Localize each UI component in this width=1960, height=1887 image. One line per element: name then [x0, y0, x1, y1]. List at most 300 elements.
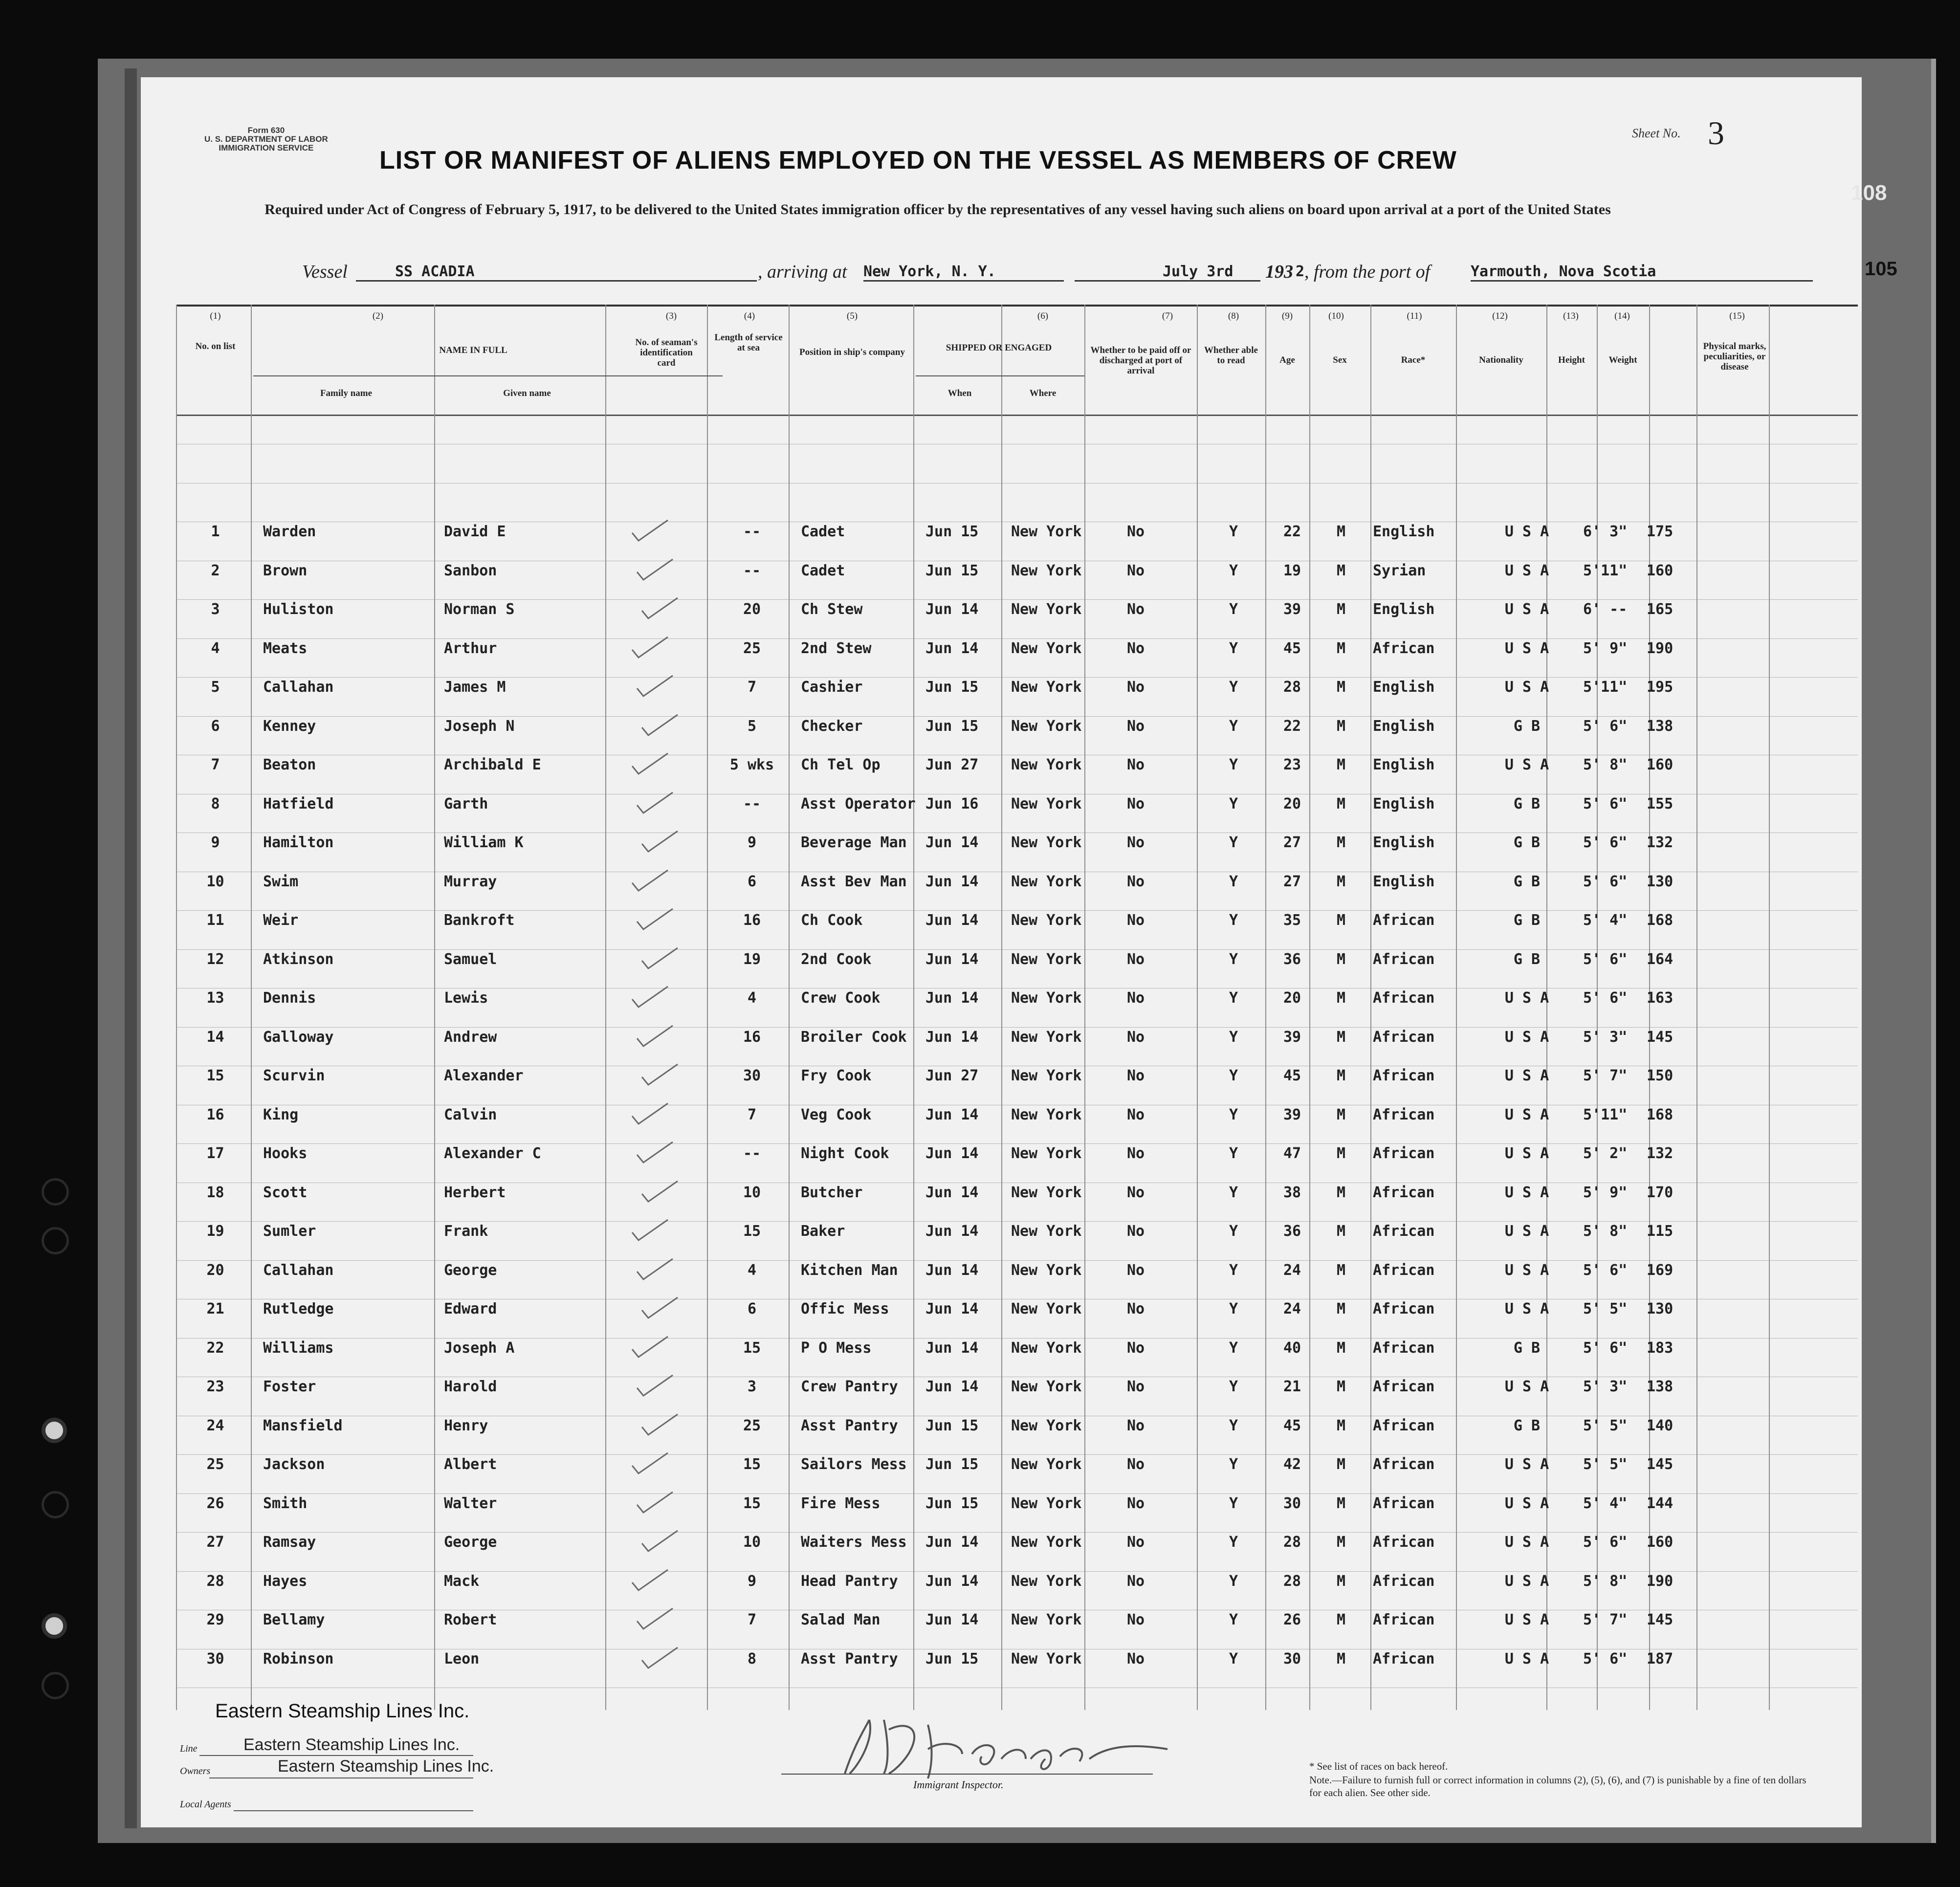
cell-no: 7: [211, 756, 220, 773]
cell-position: 2nd Cook: [801, 950, 872, 968]
cell-when: Jun 15: [925, 1650, 979, 1668]
cell-nat: U S A: [1504, 1572, 1549, 1590]
cell-read: Y: [1229, 1067, 1238, 1084]
cell-height: 5' 6": [1583, 950, 1628, 968]
cell-race: English: [1373, 523, 1435, 540]
cell-race: African: [1373, 989, 1435, 1007]
cell-sex: M: [1336, 562, 1346, 579]
local-agents-label: Local Agents: [180, 1799, 231, 1810]
arriving-label: , arriving at: [758, 262, 847, 282]
cell-nat: U S A: [1504, 562, 1549, 579]
ruled-line: [176, 1260, 1858, 1261]
column-number: (11): [1407, 311, 1422, 321]
cell-paid: No: [1126, 1456, 1145, 1473]
ruled-line: [176, 1532, 1858, 1533]
cell-given: Murray: [444, 873, 497, 890]
cell-nat: U S A: [1504, 679, 1549, 696]
cell-where: New York: [1011, 756, 1082, 773]
ruled-line: [176, 1221, 1858, 1222]
cell-family: Sumler: [263, 1223, 316, 1240]
column-number: (15): [1729, 311, 1745, 321]
cell-read: Y: [1229, 1456, 1238, 1473]
table-row: [141, 1262, 1803, 1291]
header-height: Height: [1558, 355, 1585, 365]
cell-height: 5' 2": [1583, 1145, 1628, 1162]
cell-position: Asst Operator: [801, 795, 916, 812]
cell-weight: 145: [1647, 1611, 1674, 1628]
cell-age: 42: [1283, 1456, 1301, 1473]
line-rule: [199, 1755, 473, 1756]
cell-nat: U S A: [1504, 1184, 1549, 1201]
cell-sex: M: [1336, 1456, 1346, 1473]
cell-family: Dennis: [263, 989, 316, 1007]
ruled-line: [176, 949, 1858, 950]
header-name-in-full: NAME IN FULL: [439, 345, 507, 355]
check-mark-icon: [639, 1295, 679, 1320]
cell-race: African: [1373, 1145, 1435, 1162]
cell-nat: G B: [1513, 717, 1541, 735]
check-mark-icon: [630, 1451, 669, 1475]
cell-sex: M: [1336, 1378, 1346, 1395]
check-mark-icon: [630, 868, 669, 893]
cell-read: Y: [1229, 1572, 1238, 1590]
cell-paid: No: [1126, 1028, 1145, 1046]
check-mark-icon: [635, 1140, 674, 1164]
vessel-label: Vessel: [302, 262, 348, 282]
cell-read: Y: [1229, 989, 1238, 1007]
cell-height: 5' 5": [1583, 1300, 1628, 1317]
cell-paid: No: [1126, 1572, 1145, 1590]
cell-height: 5' 5": [1583, 1456, 1628, 1473]
penalty-note: Note.—Failure to furnish full or correct information in columns (2), (5), (6), and (7) is punishable by a fine of ten dollars for each alien. See other side.: [1309, 1774, 1806, 1799]
cell-age: 39: [1283, 601, 1301, 618]
cell-when: Jun 14: [925, 1261, 979, 1279]
owners-rule: [209, 1777, 473, 1778]
cell-when: Jun 27: [925, 756, 979, 773]
column-number: (13): [1563, 311, 1579, 321]
cell-sex: M: [1336, 756, 1346, 773]
table-row: [141, 951, 1803, 980]
department-name: U. S. DEPARTMENT OF LABOR: [204, 134, 328, 144]
cell-sex: M: [1336, 1534, 1346, 1551]
ruled-line: [176, 1143, 1858, 1144]
cell-age: 30: [1283, 1650, 1301, 1668]
cell-age: 26: [1283, 1611, 1301, 1628]
cell-family: Warden: [263, 523, 316, 540]
check-mark-icon: [630, 985, 669, 1009]
table-row: [141, 1534, 1803, 1563]
cell-no: 3: [211, 601, 220, 618]
check-mark-icon: [630, 1218, 669, 1242]
cell-weight: 190: [1647, 639, 1674, 657]
table-row: [141, 1650, 1803, 1680]
header-nationality: Nationality: [1479, 355, 1523, 365]
cell-sex: M: [1336, 1494, 1346, 1512]
cell-position: Asst Pantry: [801, 1417, 898, 1434]
cell-sex: M: [1336, 639, 1346, 657]
check-mark-icon: [635, 1257, 674, 1281]
arrival-year-prefix: 193: [1265, 262, 1293, 282]
name-underline: [253, 375, 723, 376]
cell-weight: 132: [1647, 834, 1674, 851]
table-row: [141, 1378, 1803, 1407]
cell-age: 21: [1283, 1378, 1301, 1395]
cell-nat: G B: [1513, 873, 1541, 890]
cell-weight: 160: [1647, 756, 1674, 773]
cell-weight: 150: [1647, 1067, 1674, 1084]
cell-weight: 170: [1647, 1184, 1674, 1201]
manifest-title: LIST OR MANIFEST OF ALIENS EMPLOYED ON THE VESSEL AS MEMBERS OF CREW: [379, 146, 1457, 175]
header-no-on-list: No. on list: [195, 341, 236, 351]
header-sex: Sex: [1333, 355, 1347, 365]
cell-where: New York: [1011, 1261, 1082, 1279]
check-mark-icon: [639, 1529, 679, 1553]
cell-race: English: [1373, 795, 1435, 812]
cell-given: Samuel: [444, 950, 497, 968]
cell-paid: No: [1126, 1339, 1145, 1357]
cell-where: New York: [1011, 795, 1082, 812]
column-number: (7): [1162, 311, 1173, 321]
cell-given: Garth: [444, 795, 488, 812]
cell-where: New York: [1011, 1339, 1082, 1357]
cell-service: --: [743, 523, 761, 540]
cell-service: 5: [747, 717, 757, 735]
cell-position: Crew Cook: [801, 989, 881, 1007]
check-mark-icon: [630, 518, 669, 543]
cell-paid: No: [1126, 601, 1145, 618]
cell-family: Foster: [263, 1378, 316, 1395]
cell-height: 5' 6": [1583, 1339, 1628, 1357]
header-where: Where: [1029, 388, 1057, 398]
cell-where: New York: [1011, 523, 1082, 540]
cell-given: George: [444, 1261, 497, 1279]
owners-value: Eastern Steamship Lines Inc.: [278, 1757, 494, 1776]
cell-sex: M: [1336, 1650, 1346, 1668]
cell-family: King: [263, 1106, 299, 1123]
cell-weight: 160: [1647, 1534, 1674, 1551]
cell-race: English: [1373, 834, 1435, 851]
cell-weight: 130: [1647, 1300, 1674, 1317]
binder-hole: [42, 1491, 69, 1518]
cell-paid: No: [1126, 639, 1145, 657]
check-mark-icon: [639, 1412, 679, 1437]
cell-nat: G B: [1513, 1339, 1541, 1357]
cell-when: Jun 15: [925, 562, 979, 579]
cell-service: 10: [743, 1534, 761, 1551]
cell-sex: M: [1336, 1611, 1346, 1628]
table-row: [141, 1145, 1803, 1174]
table-row: [141, 873, 1803, 902]
cell-no: 2: [211, 562, 220, 579]
table-row: [141, 1611, 1803, 1641]
cell-when: Jun 14: [925, 1223, 979, 1240]
cell-height: 5' 7": [1583, 1067, 1628, 1084]
cell-family: Meats: [263, 639, 308, 657]
header-position: Position in ship's company: [799, 347, 905, 357]
cell-read: Y: [1229, 1184, 1238, 1201]
cell-where: New York: [1011, 1184, 1082, 1201]
cell-sex: M: [1336, 1572, 1346, 1590]
check-mark-icon: [630, 1335, 669, 1359]
table-row: [141, 1456, 1803, 1485]
cell-sex: M: [1336, 950, 1346, 968]
cell-read: Y: [1229, 834, 1238, 851]
cell-service: 3: [747, 1378, 757, 1395]
cell-no: 13: [206, 989, 224, 1007]
page-mark-108: 108: [1851, 181, 1887, 205]
cell-given: Joseph N: [444, 717, 515, 735]
cell-height: 5' 6": [1583, 1534, 1628, 1551]
table-row: [141, 1573, 1803, 1602]
cell-race: Syrian: [1373, 562, 1426, 579]
check-mark-icon: [639, 713, 679, 737]
cell-position: Broiler Cook: [801, 1028, 907, 1046]
cell-read: Y: [1229, 1494, 1238, 1512]
cell-no: 28: [206, 1572, 224, 1590]
cell-when: Jun 14: [925, 1339, 979, 1357]
cell-where: New York: [1011, 1028, 1082, 1046]
line-label: Line: [180, 1743, 198, 1754]
cell-given: George: [444, 1534, 497, 1551]
table-row: [141, 1223, 1803, 1252]
header-length-of-service: Length of service at sea: [714, 332, 783, 353]
cell-no: 6: [211, 717, 220, 735]
cell-read: Y: [1229, 1028, 1238, 1046]
cell-service: 7: [747, 1106, 757, 1123]
cell-height: 5' 3": [1583, 1028, 1628, 1046]
cell-read: Y: [1229, 601, 1238, 618]
cell-service: --: [743, 795, 761, 812]
owners-label: Owners: [180, 1766, 211, 1777]
check-mark-icon: [639, 1179, 679, 1204]
header-given-name: Given name: [503, 388, 551, 398]
cell-paid: No: [1126, 795, 1145, 812]
column-number: (5): [846, 311, 858, 321]
cell-age: 22: [1283, 717, 1301, 735]
table-row: [141, 1029, 1803, 1058]
cell-service: 6: [747, 1300, 757, 1317]
cell-paid: No: [1126, 679, 1145, 696]
cell-read: Y: [1229, 1650, 1238, 1668]
cell-when: Jun 15: [925, 1456, 979, 1473]
cell-nat: U S A: [1504, 601, 1549, 618]
cell-when: Jun 14: [925, 912, 979, 929]
cell-race: English: [1373, 717, 1435, 735]
binder-hole: [42, 1418, 67, 1443]
cell-paid: No: [1126, 1417, 1145, 1434]
cell-read: Y: [1229, 1417, 1238, 1434]
cell-weight: 138: [1647, 717, 1674, 735]
cell-paid: No: [1126, 1145, 1145, 1162]
cell-age: 24: [1283, 1261, 1301, 1279]
cell-height: 6' 3": [1583, 523, 1628, 540]
cell-height: 5' 4": [1583, 1494, 1628, 1512]
cell-height: 5'11": [1583, 1106, 1628, 1123]
cell-position: Asst Pantry: [801, 1650, 898, 1668]
table-row: [141, 912, 1803, 941]
cell-nat: G B: [1513, 834, 1541, 851]
cell-position: 2nd Stew: [801, 639, 872, 657]
cell-weight: 195: [1647, 679, 1674, 696]
cell-when: Jun 14: [925, 1106, 979, 1123]
header-top-rule: [176, 305, 1858, 307]
cell-read: Y: [1229, 1534, 1238, 1551]
cell-age: 23: [1283, 756, 1301, 773]
column-number: (4): [744, 311, 755, 321]
cell-given: Andrew: [444, 1028, 497, 1046]
cell-read: Y: [1229, 1145, 1238, 1162]
cell-given: Harold: [444, 1378, 497, 1395]
cell-where: New York: [1011, 679, 1082, 696]
cell-race: African: [1373, 1028, 1435, 1046]
cell-sex: M: [1336, 1417, 1346, 1434]
binder-stripe: [125, 68, 137, 1828]
cell-where: New York: [1011, 717, 1082, 735]
cell-service: 7: [747, 1611, 757, 1628]
ruled-line: [176, 638, 1858, 639]
page-mark-105: 105: [1865, 258, 1897, 280]
cell-given: Norman S: [444, 601, 515, 618]
ruled-line: [176, 716, 1858, 717]
cell-sex: M: [1336, 1067, 1346, 1084]
cell-weight: 145: [1647, 1028, 1674, 1046]
cell-family: Mansfield: [263, 1417, 343, 1434]
cell-when: Jun 15: [925, 523, 979, 540]
cell-weight: 183: [1647, 1339, 1674, 1357]
cell-when: Jun 14: [925, 1145, 979, 1162]
cell-race: African: [1373, 1184, 1435, 1201]
cell-read: Y: [1229, 1300, 1238, 1317]
cell-given: Mack: [444, 1572, 480, 1590]
cell-sex: M: [1336, 1145, 1346, 1162]
cell-position: Ch Tel Op: [801, 756, 881, 773]
cell-age: 38: [1283, 1184, 1301, 1201]
header-weight: Weight: [1608, 355, 1637, 365]
cell-weight: 190: [1647, 1572, 1674, 1590]
cell-weight: 168: [1647, 1106, 1674, 1123]
inspector-label: Immigrant Inspector.: [913, 1778, 1004, 1791]
manifest-subtitle: Required under Act of Congress of February 5, 1917, to be delivered to the United States immigration officer by the representatives of any vessel having such aliens on board upon arrival at a port of the United States: [264, 201, 1611, 218]
cell-position: P O Mess: [801, 1339, 872, 1357]
cell-nat: U S A: [1504, 523, 1549, 540]
cell-position: Beverage Man: [801, 834, 907, 851]
cell-service: 30: [743, 1067, 761, 1084]
cell-read: Y: [1229, 1106, 1238, 1123]
cell-nat: U S A: [1504, 1494, 1549, 1512]
cell-sex: M: [1336, 523, 1346, 540]
cell-weight: 164: [1647, 950, 1674, 968]
cell-paid: No: [1126, 912, 1145, 929]
cell-where: New York: [1011, 1572, 1082, 1590]
cell-race: English: [1373, 601, 1435, 618]
cell-read: Y: [1229, 912, 1238, 929]
cell-age: 36: [1283, 950, 1301, 968]
table-row: [141, 1417, 1803, 1447]
cell-nat: U S A: [1504, 1534, 1549, 1551]
cell-when: Jun 14: [925, 1184, 979, 1201]
header-physical-marks: Physical marks, peculiarities, or disease: [1703, 341, 1766, 372]
cell-sex: M: [1336, 1223, 1346, 1240]
cell-paid: No: [1126, 950, 1145, 968]
cell-no: 16: [206, 1106, 224, 1123]
cell-where: New York: [1011, 601, 1082, 618]
cell-paid: No: [1126, 1611, 1145, 1628]
cell-where: New York: [1011, 639, 1082, 657]
cell-no: 1: [211, 523, 220, 540]
cell-height: 5' 6": [1583, 834, 1628, 851]
cell-sex: M: [1336, 1339, 1346, 1357]
cell-paid: No: [1126, 1184, 1145, 1201]
cell-height: 5' 4": [1583, 912, 1628, 929]
cell-height: 5' 8": [1583, 756, 1628, 773]
cell-no: 29: [206, 1611, 224, 1628]
cell-race: African: [1373, 912, 1435, 929]
header-able-to-read: Whether able to read: [1204, 345, 1258, 366]
cell-when: Jun 14: [925, 601, 979, 618]
cell-age: 36: [1283, 1223, 1301, 1240]
cell-nat: U S A: [1504, 639, 1549, 657]
cell-service: 4: [747, 989, 757, 1007]
arrival-port: New York, N. Y.: [863, 263, 1064, 282]
cell-given: Alexander C: [444, 1145, 541, 1162]
cell-age: 27: [1283, 834, 1301, 851]
cell-family: Weir: [263, 912, 299, 929]
cell-no: 17: [206, 1145, 224, 1162]
cell-position: Ch Cook: [801, 912, 863, 929]
cell-paid: No: [1126, 1494, 1145, 1512]
cell-race: African: [1373, 1223, 1435, 1240]
cell-service: 10: [743, 1184, 761, 1201]
cell-position: Head Pantry: [801, 1572, 898, 1590]
cell-race: African: [1373, 1650, 1435, 1668]
cell-paid: No: [1126, 1300, 1145, 1317]
cell-position: Asst Bev Man: [801, 873, 907, 890]
cell-when: Jun 14: [925, 1611, 979, 1628]
cell-family: Beaton: [263, 756, 316, 773]
cell-family: Scott: [263, 1184, 308, 1201]
cell-when: Jun 14: [925, 834, 979, 851]
cell-nat: U S A: [1504, 1611, 1549, 1628]
cell-position: Baker: [801, 1223, 845, 1240]
cell-age: 45: [1283, 639, 1301, 657]
binder-hole: [42, 1227, 69, 1254]
cell-family: Kenney: [263, 717, 316, 735]
cell-sex: M: [1336, 1261, 1346, 1279]
table-row: [141, 1339, 1803, 1369]
cell-service: 8: [747, 1650, 757, 1668]
cell-height: 5' 6": [1583, 795, 1628, 812]
cell-service: 9: [747, 1572, 757, 1590]
check-mark-icon: [639, 596, 679, 620]
cell-age: 39: [1283, 1028, 1301, 1046]
cell-position: Ch Stew: [801, 601, 863, 618]
cell-paid: No: [1126, 1223, 1145, 1240]
cell-race: African: [1373, 1611, 1435, 1628]
cell-no: 9: [211, 834, 220, 851]
cell-where: New York: [1011, 912, 1082, 929]
cell-when: Jun 15: [925, 1494, 979, 1512]
cell-position: Waiters Mess: [801, 1534, 907, 1551]
cell-when: Jun 15: [925, 717, 979, 735]
cell-sex: M: [1336, 989, 1346, 1007]
cell-family: Brown: [263, 562, 308, 579]
cell-position: Checker: [801, 717, 863, 735]
cell-height: 5' 3": [1583, 1378, 1628, 1395]
cell-age: 47: [1283, 1145, 1301, 1162]
cell-given: Albert: [444, 1456, 497, 1473]
cell-where: New York: [1011, 1650, 1082, 1668]
cell-when: Jun 14: [925, 950, 979, 968]
